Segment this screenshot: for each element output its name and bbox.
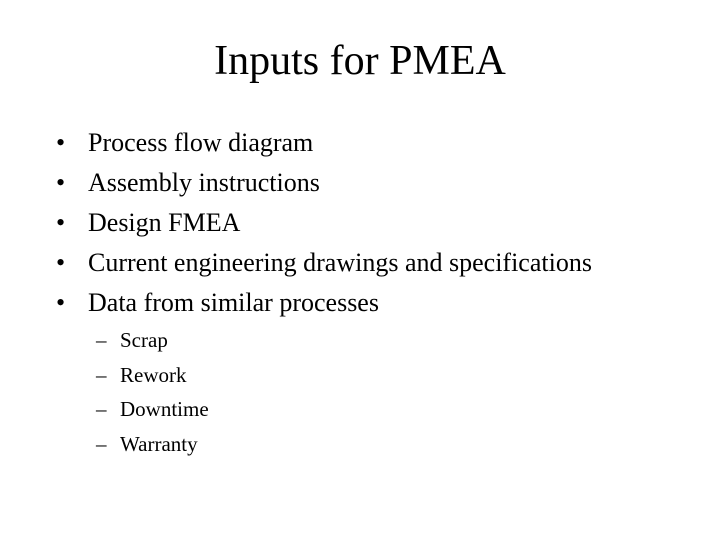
sub-bullet-marker: – [96, 397, 107, 421]
bullet-text: Data from similar processes [88, 288, 379, 317]
sub-bullet-text: Warranty [120, 431, 198, 456]
bullet-marker: • [56, 248, 66, 277]
bullet-text: Assembly instructions [88, 168, 320, 197]
bullet-text: Current engineering drawings and specifications [88, 248, 592, 277]
sub-bullet-text: Downtime [120, 397, 209, 421]
sub-bullet-marker: – [96, 431, 107, 456]
sub-bullet-marker: – [96, 362, 107, 387]
bullet-marker: • [56, 168, 66, 197]
sub-bullet-marker: – [96, 328, 107, 352]
slide-title: Inputs for PMEA [214, 38, 506, 84]
sub-bullet-text: Scrap [120, 328, 168, 352]
sub-bullet-text: Rework [120, 362, 187, 387]
bullet-marker: • [56, 208, 66, 237]
bullet-text: Design FMEA [88, 208, 241, 237]
bullet-text: Process flow diagram [88, 128, 314, 157]
bullet-marker: • [56, 288, 66, 317]
bullet-marker: • [56, 128, 66, 157]
